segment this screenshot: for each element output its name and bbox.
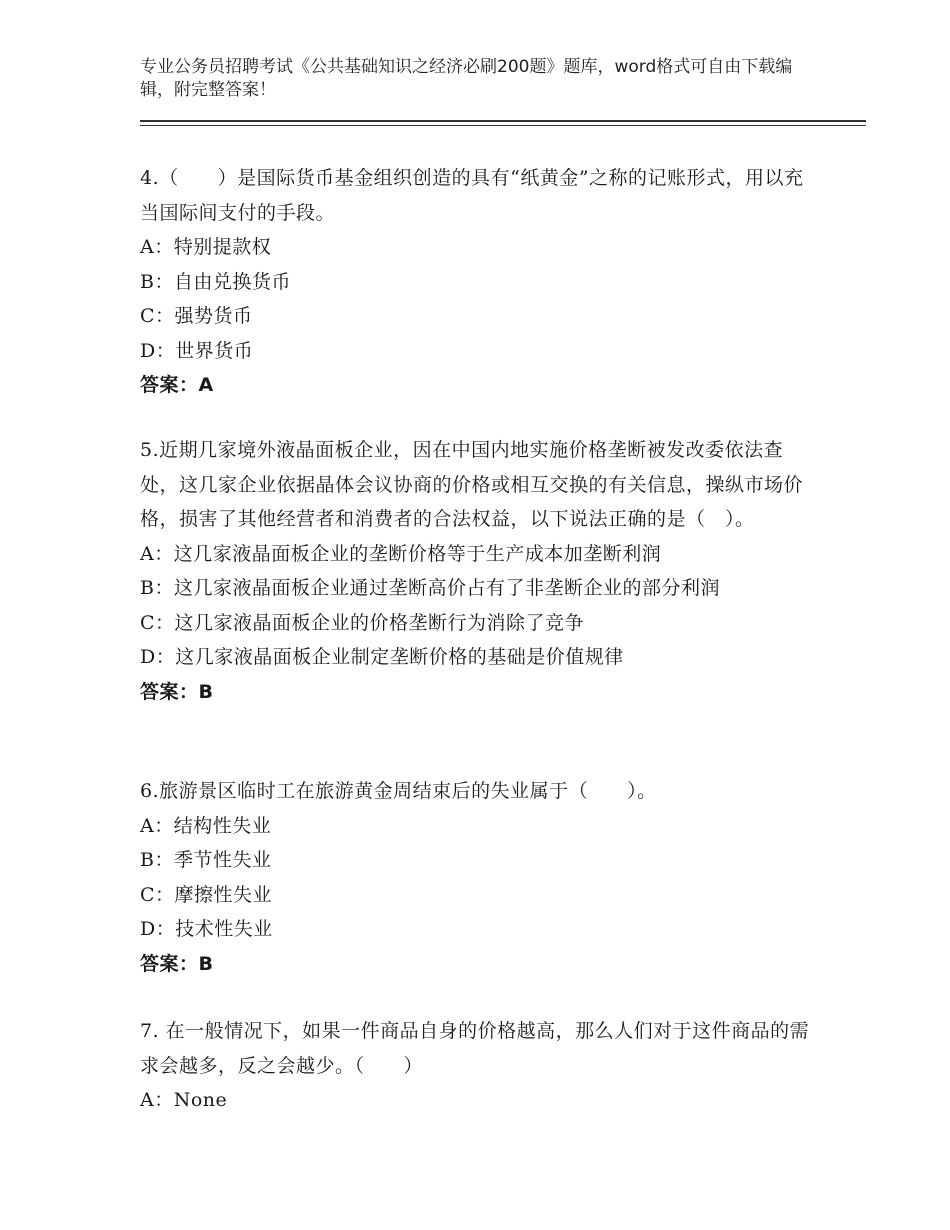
- option-d: D：技术性失业: [140, 918, 273, 940]
- question-4: [140, 161, 820, 403]
- answer: 答案：A: [140, 374, 214, 396]
- option-b: B：自由兑换货币: [140, 270, 291, 293]
- question-stem: 4.（ ）是国际货币基金组织创造的具有“纸黄金”之称的记账形式，用以充当国际间支付的手段。: [140, 167, 804, 224]
- option-b: B：季节性失业: [140, 849, 272, 871]
- option-a: A：这几家液晶面板企业的垄断价格等于生产成本加垄断利润: [140, 542, 662, 565]
- question-5: [140, 433, 820, 709]
- question-stem: 7. 在一般情况下，如果一件商品自身的价格越高，那么人们对于这件商品的需求会越多，反之会越少。（ ）: [140, 1020, 810, 1077]
- header-divider-thick: [140, 120, 866, 122]
- option-c: C：摩擦性失业: [140, 883, 273, 906]
- document-header: 专业公务员招聘考试《公共基础知识之经济必刷200题》题库，word格式可自由下载编辑，附完整答案！: [140, 57, 793, 100]
- question-7: [140, 1014, 820, 1118]
- option-a: A：特别提款权: [140, 236, 272, 258]
- option-d: D：世界货币: [140, 339, 254, 362]
- answer: 答案：B: [140, 952, 214, 975]
- option-a: A：结构性失业: [140, 814, 272, 837]
- answer: 答案：B: [140, 680, 214, 703]
- option-b: B：这几家液晶面板企业通过垄断高价占有了非垄断企业的部分利润: [140, 577, 720, 599]
- option-a: A：None: [140, 1089, 228, 1111]
- question-stem: 5.近期几家境外液晶面板企业，因在中国内地实施价格垄断被发改委依法查处，这几家企业依据晶体会议协商的价格或相互交换的有关信息，操纵市场价格，损害了其他经营者和消费者的合法权益，以下说法正确的是（ ）。: [140, 439, 804, 530]
- option-d: D：这几家液晶面板企业制定垄断价格的基础是价值规律: [140, 646, 624, 668]
- option-c: C：这几家液晶面板企业的价格垄断行为消除了竞争: [140, 611, 585, 634]
- header-divider-thin: [140, 125, 866, 126]
- question-stem: 6.旅游景区临时工在旅游黄金周结束后的失业属于（ ）。: [140, 780, 657, 802]
- option-c: C：强势货币: [140, 305, 253, 327]
- question-6: [140, 774, 820, 981]
